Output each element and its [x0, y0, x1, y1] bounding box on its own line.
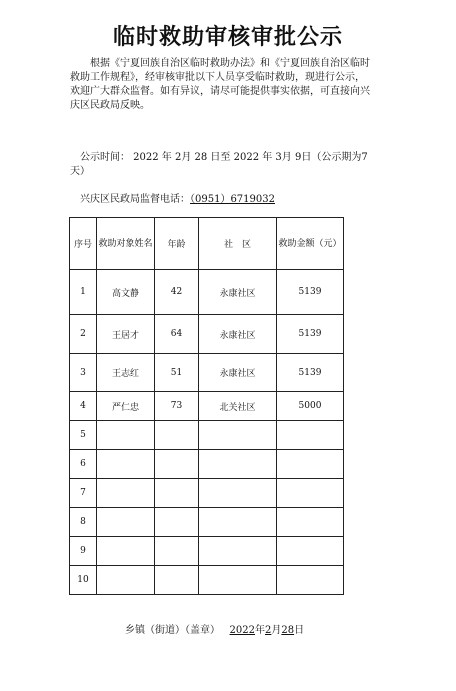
footer-year: 2022: [229, 625, 255, 636]
cell-age: 73: [155, 392, 199, 421]
cell-age: [155, 479, 199, 508]
table-row: [70, 537, 344, 566]
footer-month: 2: [265, 625, 272, 636]
cell-community: 永康社区: [199, 354, 277, 392]
table-row: [70, 392, 344, 421]
cell-community: 北关社区: [199, 392, 277, 421]
cell-seq: 5: [70, 421, 97, 450]
cell-amount: [277, 537, 344, 566]
supervision-phone: [80, 193, 275, 207]
table-row: [70, 508, 344, 537]
cell-community: 永康社区: [199, 315, 277, 354]
table-row: [70, 421, 344, 450]
cell-amount: [277, 479, 344, 508]
cell-seq: 6: [70, 450, 97, 479]
cell-name: 高文静: [97, 270, 155, 315]
cell-community: [199, 479, 277, 508]
cell-age: [155, 537, 199, 566]
cell-seq: 8: [70, 508, 97, 537]
cell-name: [97, 508, 155, 537]
cell-name: 王志红: [97, 354, 155, 392]
cell-seq: 7: [70, 479, 97, 508]
cell-seq: 4: [70, 392, 97, 421]
table-row: [70, 354, 344, 392]
cell-amount: [277, 421, 344, 450]
cell-seq: 10: [70, 566, 97, 595]
table-row: [70, 270, 344, 315]
cell-community: [199, 421, 277, 450]
cell-age: 51: [155, 354, 199, 392]
table-row: [70, 479, 344, 508]
cell-name: [97, 450, 155, 479]
footer-label: 乡镇（街道）（盖章）: [125, 625, 220, 636]
table-row: [70, 450, 344, 479]
cell-age: [155, 566, 199, 595]
cell-age: 64: [155, 315, 199, 354]
cell-amount: 5139: [277, 315, 344, 354]
header-age: 年龄: [155, 218, 199, 270]
cell-age: [155, 508, 199, 537]
phone-label: 兴庆区民政局监督电话：: [80, 194, 190, 205]
cell-amount: [277, 566, 344, 595]
footer-stamp: 乡镇（街道）（盖章） 2022年2月28日: [125, 625, 305, 636]
cell-name: 王居才: [97, 315, 155, 354]
phone-number: （0951）6719032: [190, 194, 275, 205]
cell-age: 42: [155, 270, 199, 315]
cell-seq: 9: [70, 537, 97, 566]
cell-amount: [277, 450, 344, 479]
cell-age: [155, 450, 199, 479]
cell-name: [97, 479, 155, 508]
table-header-row: [70, 218, 344, 270]
cell-age: [155, 421, 199, 450]
header-community: 社 区: [199, 218, 277, 270]
table-row: [70, 315, 344, 354]
header-amount: 救助金额（元）: [277, 218, 344, 270]
cell-amount: 5000: [277, 392, 344, 421]
cell-amount: 5139: [277, 354, 344, 392]
cell-seq: 3: [70, 354, 97, 392]
header-name: 救助对象姓名: [97, 218, 155, 270]
cell-seq: 2: [70, 315, 97, 354]
cell-community: [199, 566, 277, 595]
intro-paragraph: 根据《宁夏回族自治区临时救助办法》和《宁夏回族自治区临时救助工作规程》，经审核审批以下人员享受临时救助，现进行公示，欢迎广大群众监督。如有异议，请尽可能提供事实依据，可直接向兴庆区民政局反映。: [70, 58, 370, 111]
cell-name: 严仁忠: [97, 392, 155, 421]
cell-name: [97, 421, 155, 450]
cell-community: [199, 450, 277, 479]
cell-seq: 1: [70, 270, 97, 315]
table-row: [70, 566, 344, 595]
cell-amount: 5139: [277, 270, 344, 315]
cell-community: [199, 537, 277, 566]
cell-amount: [277, 508, 344, 537]
cell-community: [199, 508, 277, 537]
page-title: 临时救助审核审批公示: [112, 25, 343, 50]
assistance-table: [69, 217, 344, 595]
cell-community: 永康社区: [199, 270, 277, 315]
cell-name: [97, 566, 155, 595]
header-seq: 序号: [70, 218, 97, 270]
footer-day: 28: [281, 625, 295, 636]
cell-name: [97, 537, 155, 566]
notice-period: 公示时间： 2022 年 2月 28 日至 2022 年 3月 9日（公示期为7天）: [70, 152, 368, 177]
